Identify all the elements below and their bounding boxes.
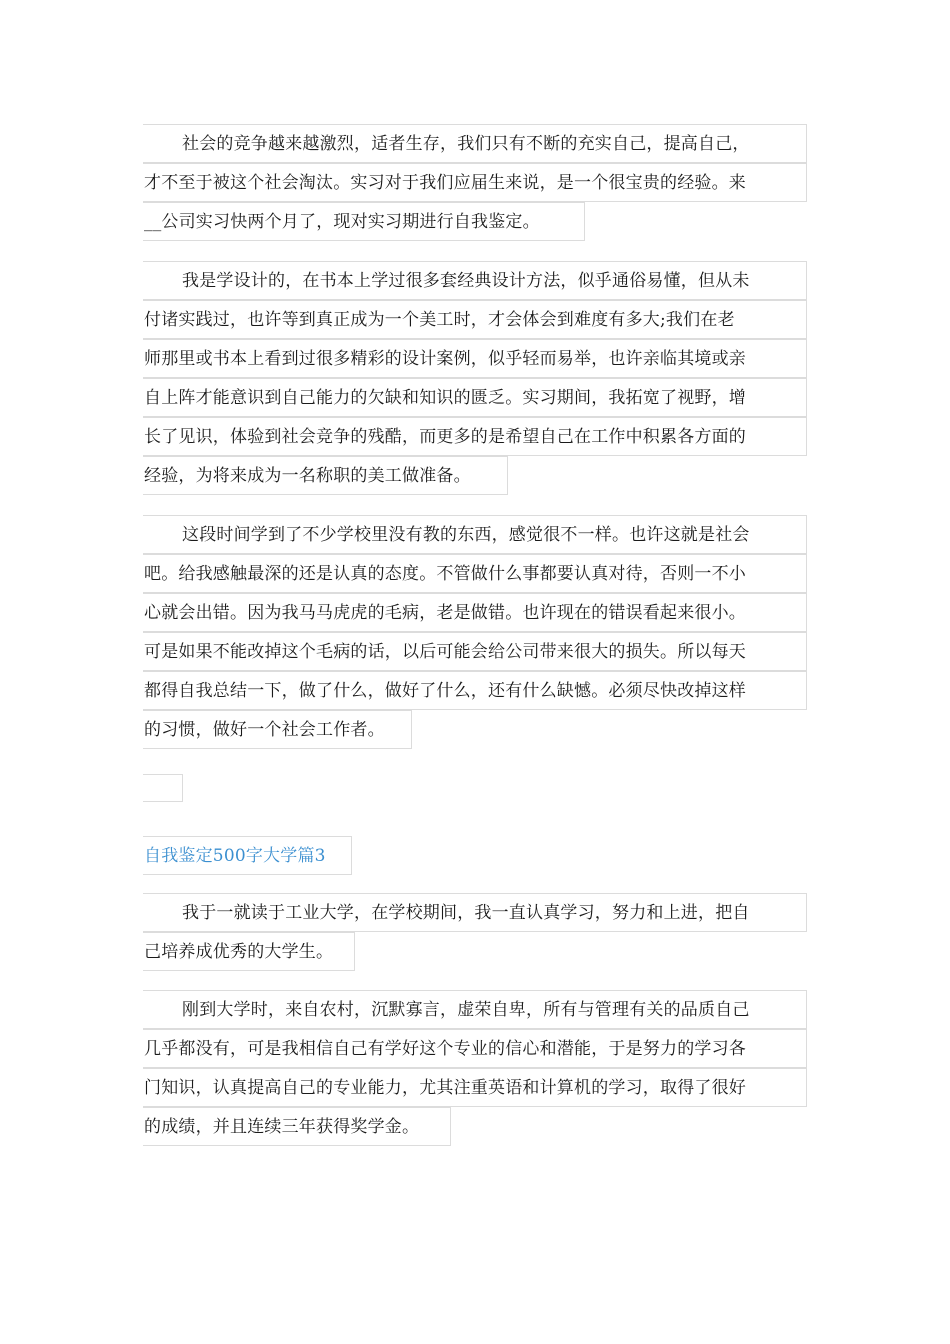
paragraph-5-line-3: 门知识，认真提高自己的专业能力，尤其注重英语和计算机的学习，取得了很好: [143, 1068, 807, 1107]
paragraph-2-line-5: 长了见识，体验到社会竞争的残酷，而更多的是希望自己在工作中积累各方面的: [143, 417, 807, 456]
paragraph-1-line-3: __公司实习快两个月了，现对实习期进行自我鉴定。: [143, 202, 585, 241]
paragraph-5-line-1: 刚到大学时，来自农村，沉默寡言，虚荣自卑，所有与管理有关的品质自己: [143, 990, 807, 1029]
paragraph-3-line-5: 都得自我总结一下，做了什么，做好了什么，还有什么缺憾。必须尽快改掉这样: [143, 671, 807, 710]
paragraph-2-line-4: 自上阵才能意识到自己能力的欠缺和知识的匮乏。实习期间，我拓宽了视野，增: [143, 378, 807, 417]
paragraph-3-line-1: 这段时间学到了不少学校里没有教的东西，感觉很不一样。也许这就是社会: [143, 515, 807, 554]
paragraph-1-line-1: 社会的竞争越来越激烈，适者生存，我们只有不断的充实自己，提高自己，: [143, 124, 807, 163]
paragraph-4-line-2: 己培养成优秀的大学生。: [143, 932, 355, 971]
paragraph-3-line-3: 心就会出错。因为我马马虎虎的毛病，老是做错。也许现在的错误看起来很小。: [143, 593, 807, 632]
paragraph-3-line-6: 的习惯，做好一个社会工作者。: [143, 710, 412, 749]
paragraph-1-line-2: 才不至于被这个社会淘汰。实习对于我们应届生来说，是一个很宝贵的经验。来: [143, 163, 807, 202]
paragraph-3-line-4: 可是如果不能改掉这个毛病的话，以后可能会给公司带来很大的损失。所以每天: [143, 632, 807, 671]
paragraph-2-line-3: 师那里或书本上看到过很多精彩的设计案例，似乎轻而易举，也许亲临其境或亲: [143, 339, 807, 378]
paragraph-4-line-1: 我于一就读于工业大学，在学校期间，我一直认真学习，努力和上进，把自: [143, 893, 807, 932]
empty-line: [143, 774, 183, 802]
paragraph-3-line-2: 吧。给我感触最深的还是认真的态度。不管做什么事都要认真对待，否则一不小: [143, 554, 807, 593]
section-heading: 自我鉴定500字大学篇3: [143, 836, 352, 875]
paragraph-2-line-2: 付诸实践过，也许等到真正成为一个美工时，才会体会到难度有多大;我们在老: [143, 300, 807, 339]
paragraph-2-line-6: 经验，为将来成为一名称职的美工做准备。: [143, 456, 508, 495]
paragraph-2-line-1: 我是学设计的，在书本上学过很多套经典设计方法，似乎通俗易懂，但从未: [143, 261, 807, 300]
paragraph-5-line-4: 的成绩，并且连续三年获得奖学金。: [143, 1107, 451, 1146]
paragraph-5-line-2: 几乎都没有，可是我相信自己有学好这个专业的信心和潜能，于是努力的学习各: [143, 1029, 807, 1068]
